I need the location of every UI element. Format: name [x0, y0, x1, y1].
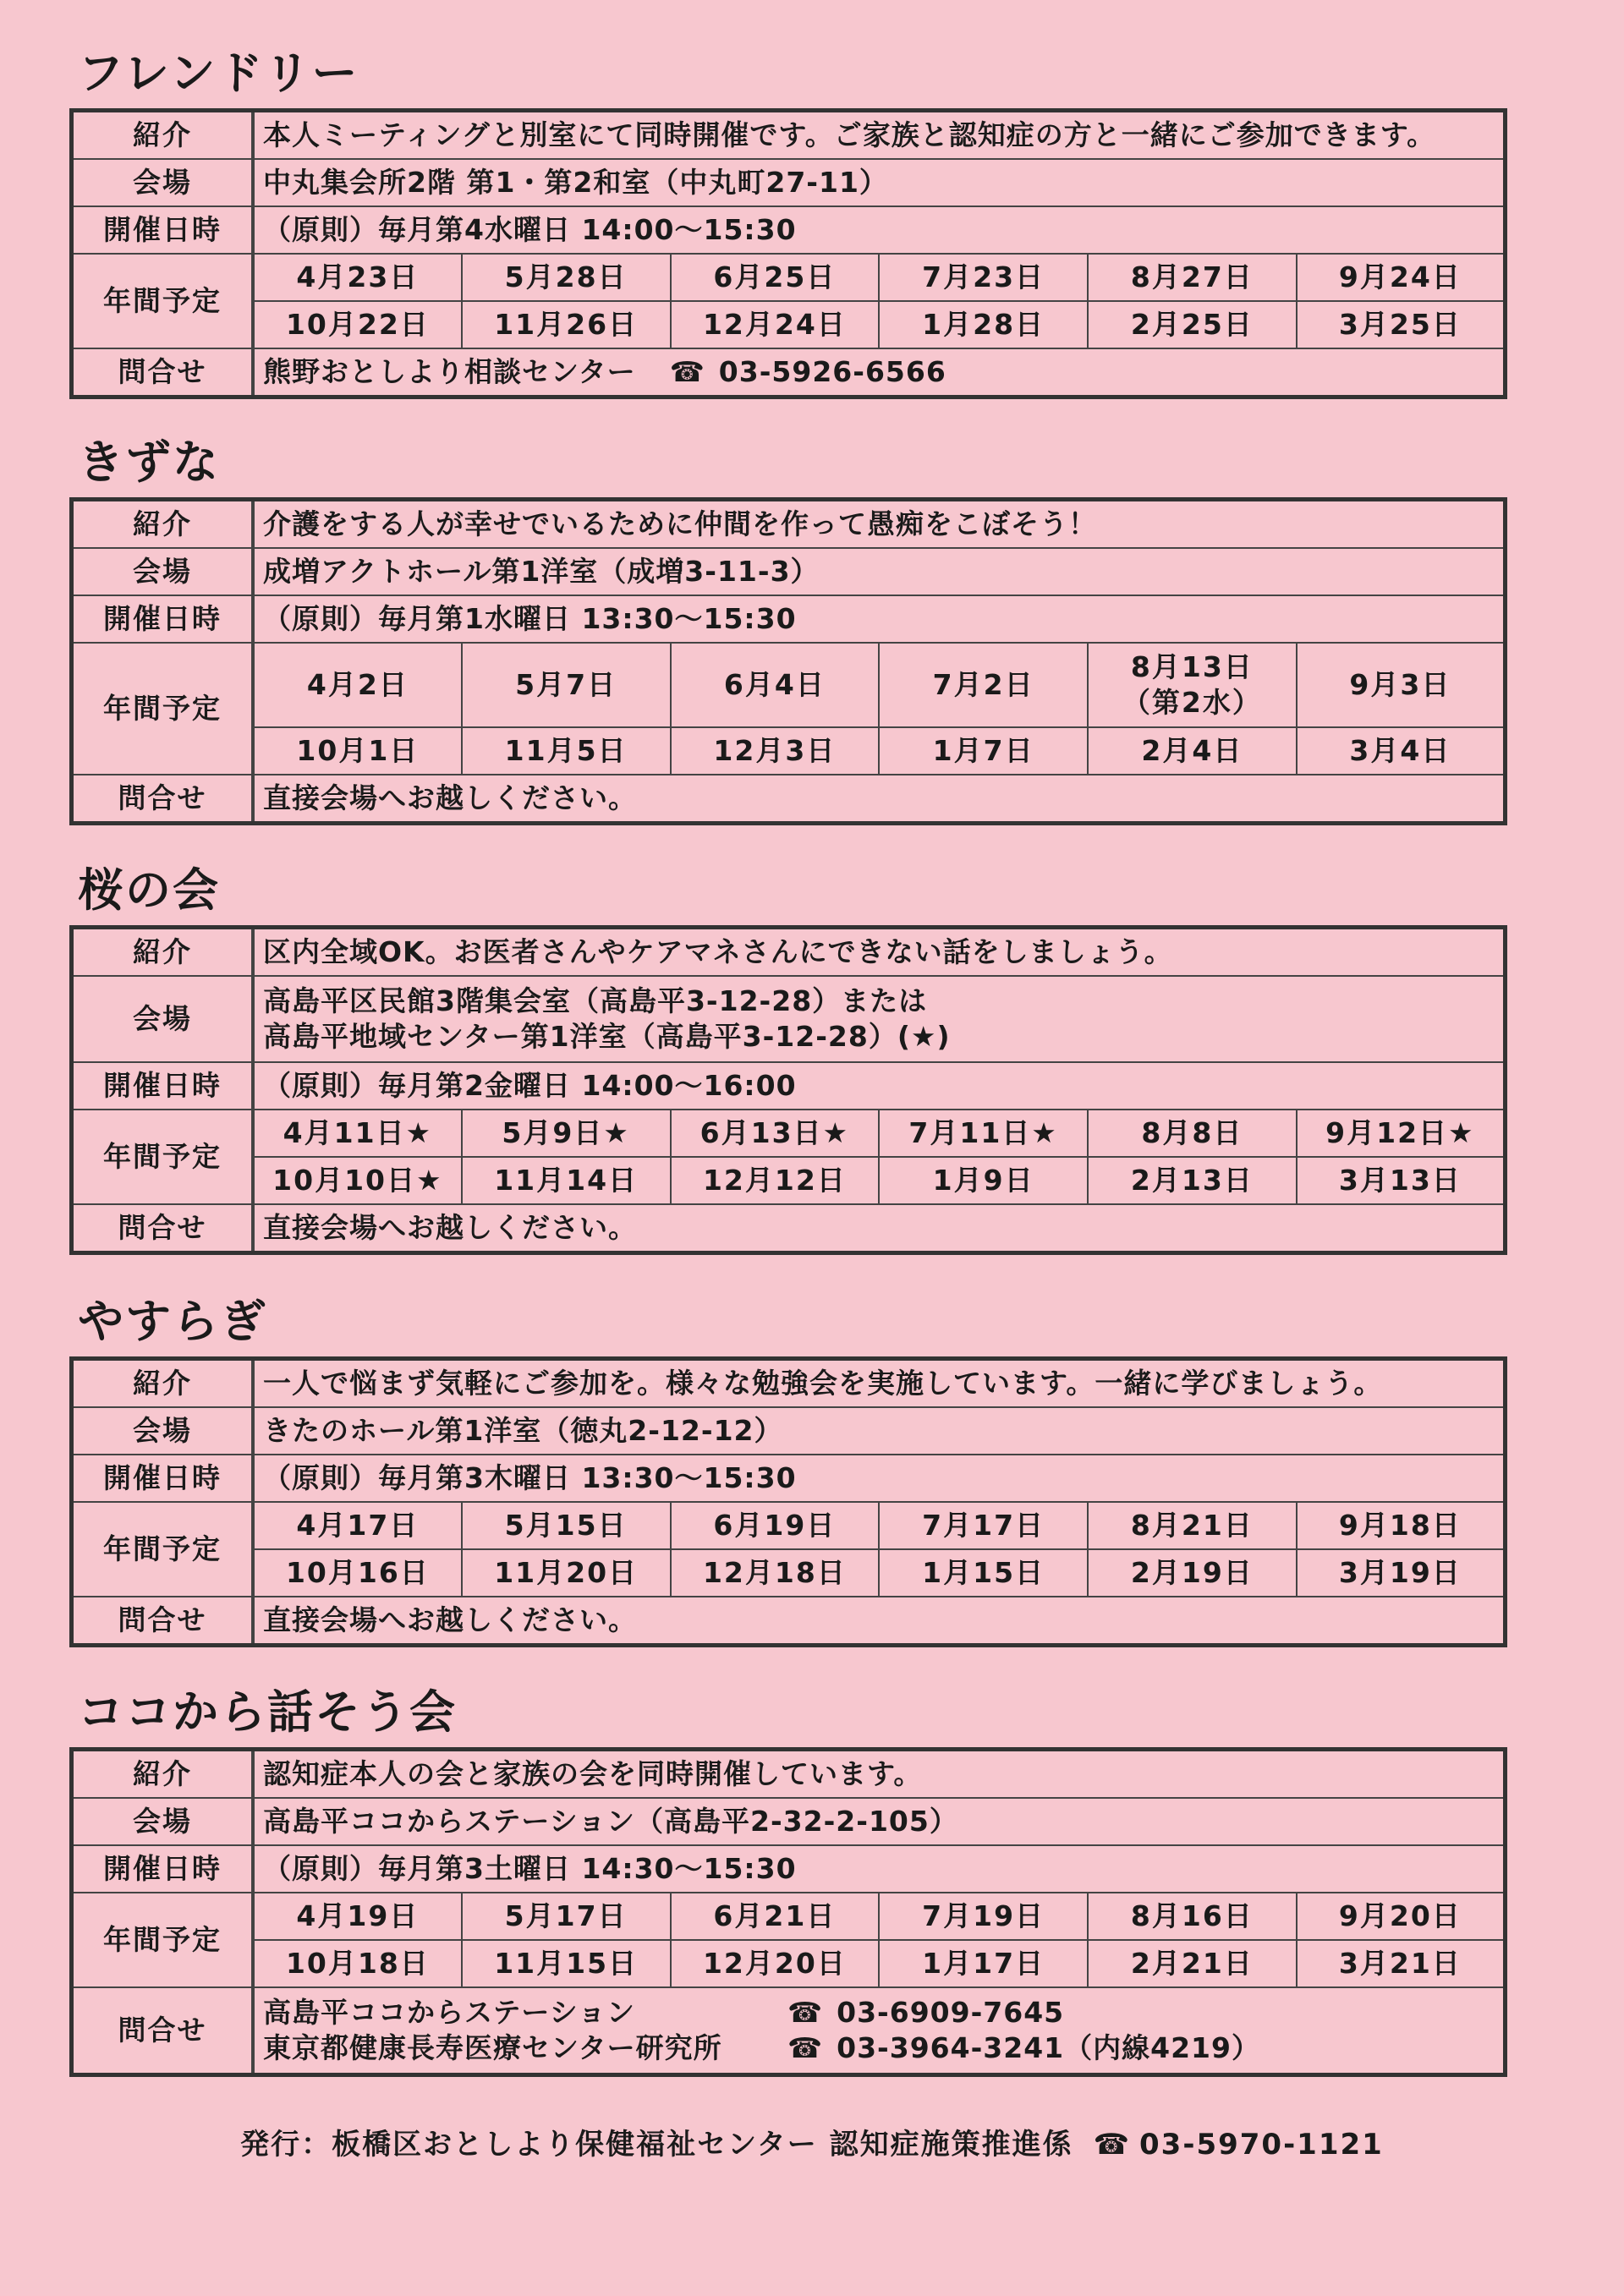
schedule-date: 11月26日: [462, 301, 671, 348]
datetime-text: （原則）毎月第1水曜日 13:30〜15:30: [253, 595, 1506, 643]
schedule-date: 4月17日: [253, 1502, 462, 1549]
info-table: [69, 925, 1507, 1255]
venue-text-alt: 高島平地域センター第1洋室（高島平3-12-28）(★): [263, 1020, 951, 1053]
schedule-date: 8月13日: [1130, 650, 1254, 683]
contact-name: 直接会場へお越しください。: [253, 775, 1506, 824]
table-row: [72, 1893, 1506, 1940]
table-row: [72, 1407, 1506, 1455]
label-contact: 問合せ: [72, 1597, 254, 1646]
datetime-text: （原則）毎月第2金曜日 14:00〜16:00: [253, 1062, 1506, 1110]
publisher-tel: 03-5970-1121: [1139, 2128, 1384, 2162]
section-kokokara: [69, 1683, 1507, 2077]
schedule-date: 4月23日: [253, 254, 462, 301]
schedule-date: 1月28日: [879, 301, 1088, 348]
phone-icon: ☎: [787, 2031, 824, 2064]
schedule-date: 9月3日: [1297, 643, 1506, 727]
label-venue: 会場: [72, 976, 254, 1062]
schedule-date: 5月28日: [462, 254, 671, 301]
schedule-date: 1月9日: [879, 1157, 1088, 1204]
info-table: [69, 108, 1507, 399]
label-schedule: 年間予定: [72, 254, 254, 348]
schedule-date: 11月5日: [462, 727, 671, 775]
label-intro: 紹介: [72, 1359, 254, 1408]
contact-name: 東京都健康長寿医療センター研究所: [263, 2031, 722, 2064]
label-schedule: 年間予定: [72, 1110, 254, 1204]
label-datetime: 開催日時: [72, 595, 254, 643]
schedule-date-cell: [1088, 643, 1297, 727]
schedule-date: 9月24日: [1297, 254, 1506, 301]
intro-text: 介護をする人が幸せでいるために仲間を作って愚痴をこぼそう！: [253, 500, 1506, 549]
schedule-date: 7月2日: [879, 643, 1088, 727]
section-friendly: [69, 44, 1507, 399]
schedule-date: 6月19日: [671, 1502, 880, 1549]
table-row: [72, 1940, 1506, 1987]
schedule-date: 12月18日: [671, 1549, 880, 1597]
table-row: [72, 727, 1506, 775]
schedule-date: 1月15日: [879, 1549, 1088, 1597]
schedule-date: 9月18日: [1297, 1502, 1506, 1549]
schedule-date: 2月21日: [1088, 1940, 1297, 1987]
section-sakura: [69, 861, 1507, 1255]
contact-name: 熊野おとしより相談センター: [263, 355, 636, 388]
schedule-date: 5月7日: [462, 643, 671, 727]
label-schedule: 年間予定: [72, 1502, 254, 1597]
table-row: [72, 1204, 1506, 1253]
schedule-date: 3月21日: [1297, 1940, 1506, 1987]
label-schedule: 年間予定: [72, 1893, 254, 1987]
table-row: [72, 1798, 1506, 1845]
schedule-date: 11月15日: [462, 1940, 671, 1987]
schedule-date: 1月17日: [879, 1940, 1088, 1987]
table-row: [72, 1502, 1506, 1549]
schedule-date: 8月27日: [1088, 254, 1297, 301]
table-row: [72, 1845, 1506, 1893]
schedule-date: 11月14日: [462, 1157, 671, 1204]
schedule-date: 12月3日: [671, 727, 880, 775]
table-row: [72, 643, 1506, 727]
info-table: [69, 1356, 1507, 1647]
datetime-text: （原則）毎月第4水曜日 14:00〜15:30: [253, 206, 1506, 254]
schedule-date: 5月17日: [462, 1893, 671, 1940]
schedule-date-note: （第2水）: [1122, 686, 1262, 719]
label-venue: 会場: [72, 1798, 254, 1845]
table-row: [72, 206, 1506, 254]
schedule-date: 3月25日: [1297, 301, 1506, 348]
venue-text: きたのホール第1洋室（徳丸2-12-12）: [253, 1407, 1506, 1455]
section-title: きずな: [78, 436, 220, 489]
datetime-text: （原則）毎月第3木曜日 13:30〜15:30: [253, 1455, 1506, 1502]
table-row: [72, 1750, 1506, 1799]
schedule-date: 7月23日: [879, 254, 1088, 301]
schedule-date: 2月4日: [1088, 727, 1297, 775]
datetime-text: （原則）毎月第3土曜日 14:30〜15:30: [253, 1845, 1506, 1893]
schedule-date: 7月11日★: [879, 1110, 1088, 1157]
intro-text: 本人ミーティングと別室にて同時開催です。ご家族と認知症の方と一緒にご参加できます。: [253, 111, 1506, 160]
label-venue: 会場: [72, 548, 254, 595]
info-table: [69, 1747, 1507, 2077]
schedule-date: 4月2日: [253, 643, 462, 727]
info-table: [69, 497, 1507, 825]
schedule-date: 6月13日★: [671, 1110, 880, 1157]
label-venue: 会場: [72, 159, 254, 206]
schedule-date: 4月11日★: [253, 1110, 462, 1157]
contact-cell: [253, 348, 1506, 397]
schedule-date: 5月9日★: [462, 1110, 671, 1157]
schedule-date: 7月19日: [879, 1893, 1088, 1940]
contact-line: [263, 1995, 1495, 2030]
label-intro: 紹介: [72, 928, 254, 977]
table-row: [72, 1597, 1506, 1646]
table-row: [72, 1359, 1506, 1408]
label-datetime: 開催日時: [72, 206, 254, 254]
section-title: やすらぎ: [78, 1295, 267, 1348]
schedule-date: 10月22日: [253, 301, 462, 348]
venue-text: 高島平区民館3階集会室（高島平3-12-28）または: [263, 984, 928, 1017]
schedule-date: 6月4日: [671, 643, 880, 727]
label-intro: 紹介: [72, 1750, 254, 1799]
table-row: [72, 301, 1506, 348]
venue-text: 成増アクトホール第1洋室（成増3-11-3）: [253, 548, 1506, 595]
publisher-text: 発行：板橋区おとしより保健福祉センター 認知症施策推進係: [240, 2128, 1073, 2162]
table-row: [72, 928, 1506, 977]
contact-cell: [253, 1987, 1506, 2075]
phone-icon: ☎: [787, 1996, 824, 2029]
phone-icon: ☎: [669, 355, 705, 388]
table-row: [72, 1455, 1506, 1502]
table-row: [72, 548, 1506, 595]
section-yasuragi: [69, 1292, 1507, 1647]
schedule-date: 5月15日: [462, 1502, 671, 1549]
table-row: [72, 254, 1506, 301]
schedule-date: 9月12日★: [1297, 1110, 1506, 1157]
schedule-date: 10月1日: [253, 727, 462, 775]
schedule-date: 6月21日: [671, 1893, 880, 1940]
label-intro: 紹介: [72, 500, 254, 549]
label-contact: 問合せ: [72, 1987, 254, 2075]
schedule-date: 2月19日: [1088, 1549, 1297, 1597]
label-datetime: 開催日時: [72, 1455, 254, 1502]
intro-text: 一人で悩まず気軽にご参加を。様々な勉強会を実施しています。一緒に学びましょう。: [253, 1359, 1506, 1408]
table-row: [72, 976, 1506, 1062]
contact-name: 高島平ココからステーション: [263, 1996, 636, 2029]
schedule-date: 9月20日: [1297, 1893, 1506, 1940]
contact-name: 直接会場へお越しください。: [253, 1204, 1506, 1253]
intro-text: 認知症本人の会と家族の会を同時開催しています。: [253, 1750, 1506, 1799]
schedule-date: 4月19日: [253, 1893, 462, 1940]
phone-icon: ☎: [1093, 2128, 1132, 2162]
table-row: [72, 1062, 1506, 1110]
table-row: [72, 1157, 1506, 1204]
schedule-date: 3月13日: [1297, 1157, 1506, 1204]
table-row: [72, 348, 1506, 397]
schedule-date: 12月12日: [671, 1157, 880, 1204]
schedule-date: 12月20日: [671, 1940, 880, 1987]
schedule-date: 1月7日: [879, 727, 1088, 775]
contact-tel: 03-6909-7645: [837, 1996, 1065, 2029]
contact-tel: 03-3964-3241（内線4219）: [837, 2031, 1260, 2064]
section-kizuna: [69, 433, 1507, 825]
schedule-date: 8月8日: [1088, 1110, 1297, 1157]
contact-name: 直接会場へお越しください。: [253, 1597, 1506, 1646]
table-row: [72, 1110, 1506, 1157]
schedule-date: 8月21日: [1088, 1502, 1297, 1549]
schedule-date: 2月13日: [1088, 1157, 1297, 1204]
schedule-date: 10月10日★: [253, 1157, 462, 1204]
venue-cell: [253, 976, 1506, 1062]
label-schedule: 年間予定: [72, 643, 254, 775]
table-row: [72, 595, 1506, 643]
venue-text: 高島平ココからステーション（高島平2-32-2-105）: [253, 1798, 1506, 1845]
label-venue: 会場: [72, 1407, 254, 1455]
table-row: [72, 500, 1506, 549]
table-row: [72, 775, 1506, 824]
schedule-date: 7月17日: [879, 1502, 1088, 1549]
label-contact: 問合せ: [72, 775, 254, 824]
schedule-date: 10月18日: [253, 1940, 462, 1987]
label-contact: 問合せ: [72, 1204, 254, 1253]
venue-text: 中丸集会所2階 第1・第2和室（中丸町27-11）: [253, 159, 1506, 206]
contact-tel: 03-5926-6566: [718, 355, 946, 388]
schedule-date: 3月19日: [1297, 1549, 1506, 1597]
table-row: [72, 1549, 1506, 1597]
table-row: [72, 111, 1506, 160]
table-row: [72, 1987, 1506, 2075]
schedule-date: 6月25日: [671, 254, 880, 301]
label-intro: 紹介: [72, 111, 254, 160]
schedule-date: 2月25日: [1088, 301, 1297, 348]
schedule-date: 11月20日: [462, 1549, 671, 1597]
label-contact: 問合せ: [72, 348, 254, 397]
label-datetime: 開催日時: [72, 1062, 254, 1110]
intro-text: 区内全域OK。お医者さんやケアマネさんにできない話をしましょう。: [253, 928, 1506, 977]
section-title: フレンドリー: [78, 47, 359, 100]
table-row: [72, 159, 1506, 206]
footer: [0, 2121, 1624, 2162]
schedule-date: 8月16日: [1088, 1893, 1297, 1940]
label-datetime: 開催日時: [72, 1845, 254, 1893]
schedule-date: 3月4日: [1297, 727, 1506, 775]
schedule-date: 10月16日: [253, 1549, 462, 1597]
section-title: 桜の会: [78, 863, 220, 917]
section-title: ココから話そう会: [78, 1685, 457, 1739]
schedule-date: 12月24日: [671, 301, 880, 348]
contact-line: [263, 2030, 1495, 2066]
